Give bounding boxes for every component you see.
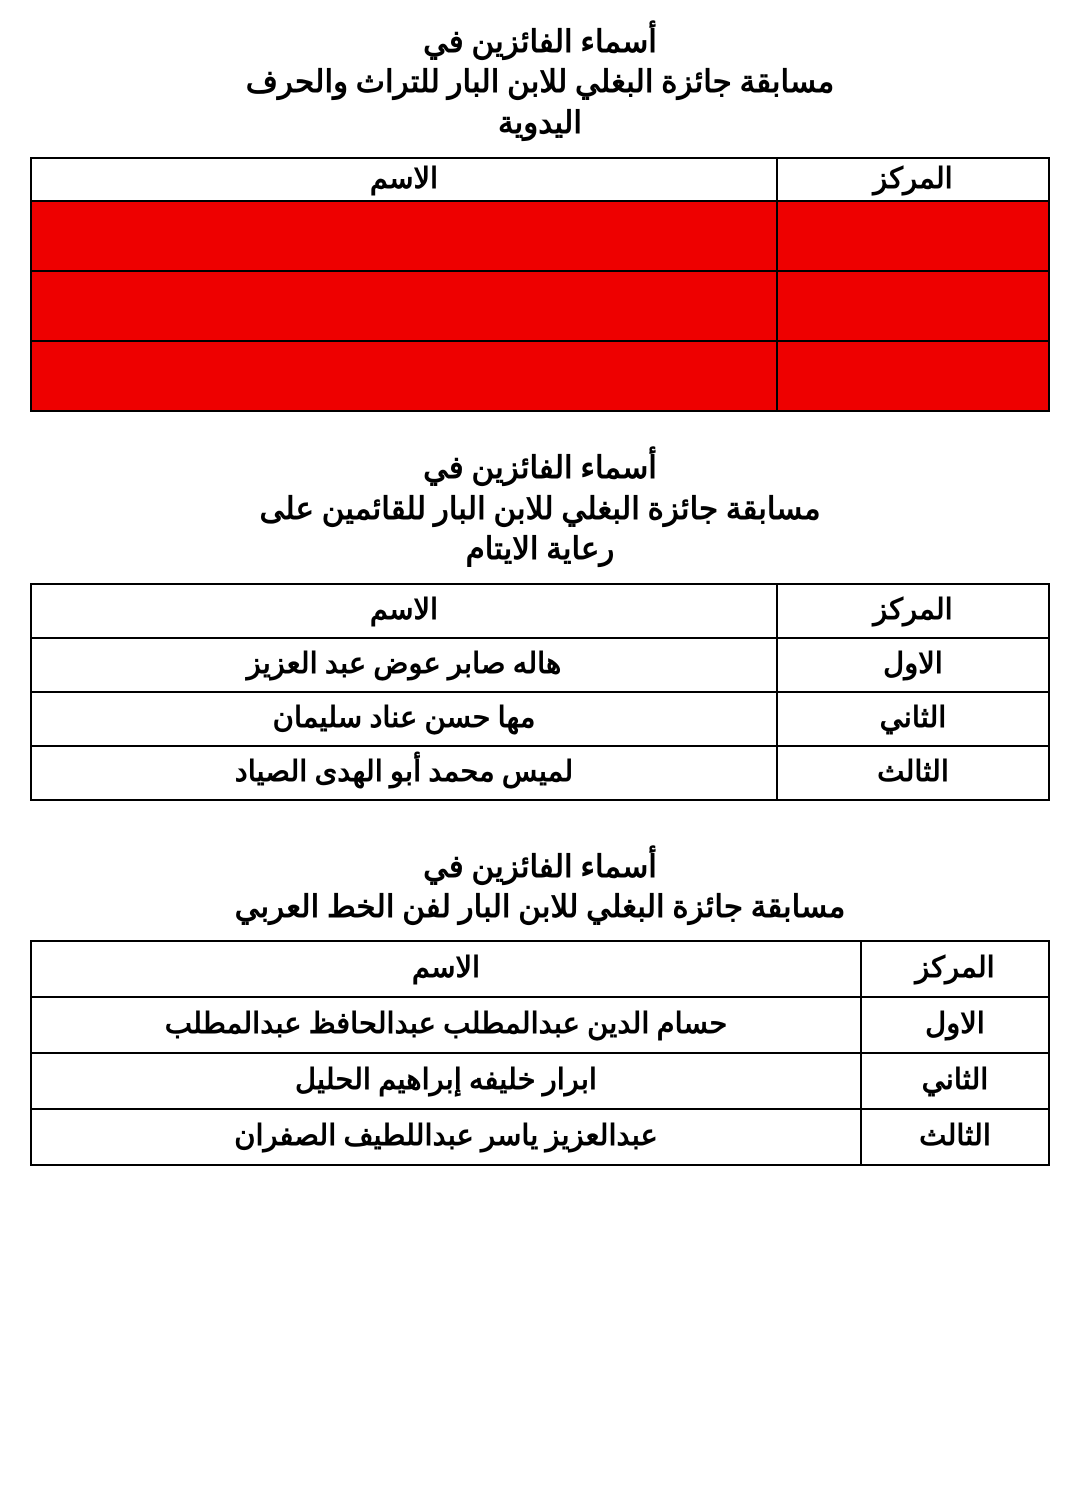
column-header-name: الاسم — [31, 158, 777, 201]
section-title-line: رعاية الايتام — [465, 530, 615, 566]
cell-rank: الثاني — [777, 692, 1049, 746]
section-title-line: اليدوية — [498, 104, 582, 140]
column-header-rank: المركز — [861, 941, 1049, 997]
table-row — [31, 746, 1049, 800]
cell-rank — [777, 271, 1049, 341]
cell-name: عبدالعزيز ياسر عبداللطيف الصفران — [31, 1109, 861, 1165]
section-title-line: مسابقة جائزة البغلي للابن البار للتراث والحرف — [245, 64, 835, 100]
winners-section-orphan-care — [0, 448, 1080, 801]
winners-table-orphan-care — [30, 583, 1050, 801]
winners-table-calligraphy — [30, 940, 1050, 1166]
table-header-row — [31, 941, 1049, 997]
cell-name: مها حسن عناد سليمان — [31, 692, 777, 746]
table-row — [31, 997, 1049, 1053]
table-row — [31, 271, 1049, 341]
table-row — [31, 1053, 1049, 1109]
document-page — [0, 22, 1080, 1493]
section-title-heritage — [0, 22, 1080, 143]
section-title-line: أسماء الفائزين في — [423, 849, 657, 885]
winners-section-calligraphy — [0, 847, 1080, 1166]
cell-rank — [777, 341, 1049, 411]
section-title-line: مسابقة جائزة البغلي للابن البار للقائمين على — [259, 490, 821, 526]
column-header-rank: المركز — [777, 584, 1049, 638]
cell-name — [31, 341, 777, 411]
cell-name — [31, 201, 777, 271]
section-title-orphan-care — [0, 448, 1080, 569]
column-header-rank: المركز — [777, 158, 1049, 201]
table-header-row — [31, 158, 1049, 201]
cell-rank: الثالث — [777, 746, 1049, 800]
cell-name: لميس محمد أبو الهدى الصياد — [31, 746, 777, 800]
section-title-line: مسابقة جائزة البغلي للابن البار لفن الخط العربي — [234, 889, 846, 925]
winners-section-heritage — [0, 22, 1080, 412]
cell-rank: الاول — [861, 997, 1049, 1053]
cell-name: حسام الدين عبدالمطلب عبدالحافظ عبدالمطلب — [31, 997, 861, 1053]
cell-rank — [777, 201, 1049, 271]
table-header-row — [31, 584, 1049, 638]
section-title-calligraphy — [0, 847, 1080, 928]
cell-rank: الاول — [777, 638, 1049, 692]
table-row — [31, 201, 1049, 271]
cell-rank: الثاني — [861, 1053, 1049, 1109]
section-title-line: أسماء الفائزين في — [423, 24, 657, 59]
table-row — [31, 692, 1049, 746]
cell-name — [31, 271, 777, 341]
column-header-name: الاسم — [31, 941, 861, 997]
cell-name: هاله صابر عوض عبد العزيز — [31, 638, 777, 692]
section-title-line: أسماء الفائزين في — [423, 450, 657, 486]
column-header-name: الاسم — [31, 584, 777, 638]
table-row — [31, 1109, 1049, 1165]
winners-table-heritage — [30, 157, 1050, 412]
cell-rank: الثالث — [861, 1109, 1049, 1165]
cell-name: ابرار خليفه إبراهيم الحليل — [31, 1053, 861, 1109]
table-row — [31, 341, 1049, 411]
table-row — [31, 638, 1049, 692]
